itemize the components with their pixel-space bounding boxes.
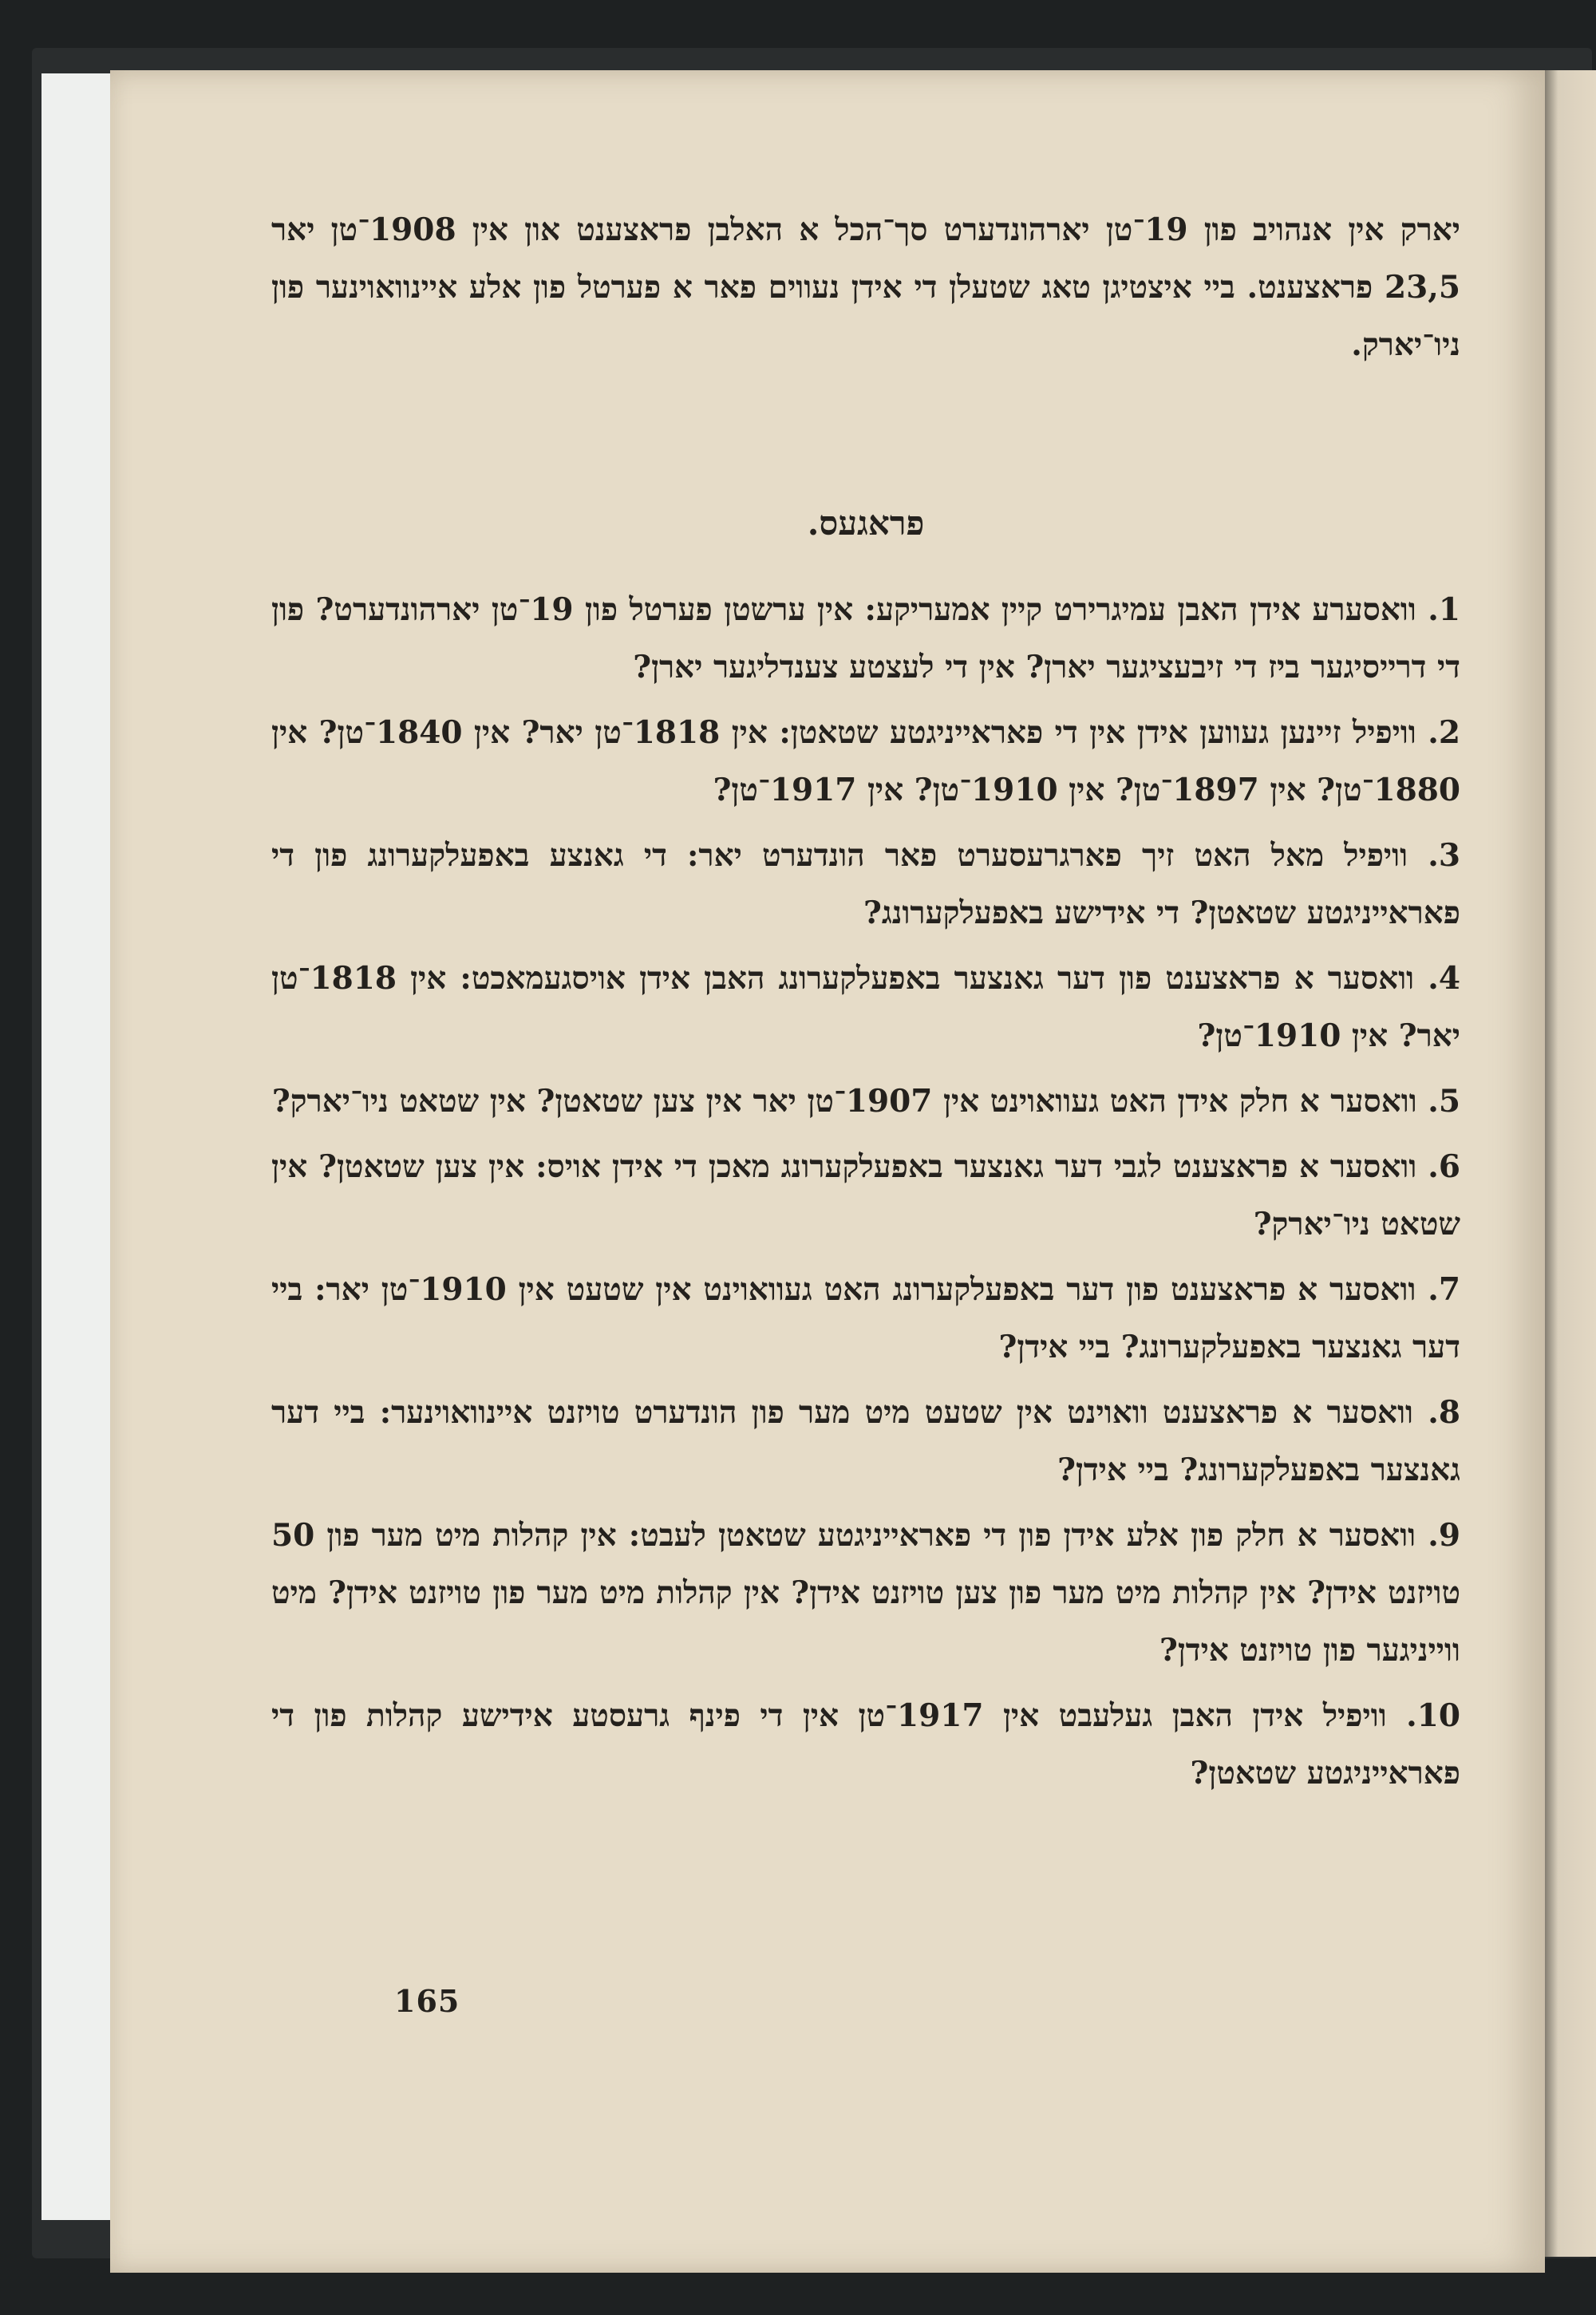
endpaper-edge [41,73,121,2220]
question-number: 4. [1428,960,1460,997]
question-text: וויפיל מאל האט זיך פארגרעסערט פאר הונדערט יאר: די גאנצע באפעלקערונג פון די פאראייניגטע שטאטן? די אידישע באפעלקערונג? [271,837,1460,931]
question-number: 3. [1428,837,1460,874]
question-text: וואסער א חלק פון אלע אידן פון די פאראייניגטע שטאטן לעבט: אין קהלות מיט מער פון 50 טויזנט אידן? אין קהלות מיט מער פון צען טויזנט אידן? אין קהלות מיט מער פון טויזנט אידן? מיט ווייניגער פון טויזנט אידן? [271,1517,1460,1669]
question-item [271,1261,1460,1376]
question-number: 1. [1428,591,1460,628]
question-item [271,1138,1460,1253]
question-item [271,1507,1460,1679]
question-text: וואסער א פראצענט פון דער גאנצער באפעלקערונג האבן אידן אויסגעמאכט: אין 1818־טן יאר? אין 1910־טן? [271,960,1460,1054]
question-item [271,704,1460,819]
question-text: וואסער א פראצענט לגבי דער גאנצער באפעלקערונג מאכן די אידן אויס: אין צען שטאטן? אין שטאט ניו־יארק? [271,1148,1460,1242]
question-number: 10. [1406,1697,1461,1734]
question-text: וויפיל זיינען געווען אידן אין די פאראייניגטע שטאטן: אין 1818־טן יאר? אין 1840־טן? אין 1880־טן? אין 1897־טן? אין 1910־טן? אין 1917־טן? [271,714,1460,808]
question-item [271,1384,1460,1499]
question-item [271,581,1460,696]
question-number: 9. [1428,1517,1460,1554]
question-text: וואסער א פראצענט וואוינט אין שטעט מיט מער פון הונדערט טויזנט איינוואוינער: ביי דער גאנצער באפעלקערונג? ביי אידן? [271,1394,1460,1488]
question-item [271,950,1460,1065]
question-number: 8. [1428,1394,1461,1431]
question-number: 7. [1428,1271,1461,1308]
question-text: וואסער א פראצענט פון דער באפעלקערונג האט געוואוינט אין שטעט אין 1910־טן יאר: ביי דער גאנצער באפעלקערונג? ביי אידן? [271,1271,1460,1365]
intro-paragraph: יארק אין אנהויב פון 19־טן יארהונדערט סך־הכל א האלבן פראצענט און אין 1908־טן יאר 23,5 פראצענט. ביי איצטיגן טאג שטעלן די אידן נעווים פאר א פערטל פון אלע איינוואוינער פון ניו־יארק. [271,211,1461,363]
page-number: 165 [394,1983,460,2019]
question-text: וואסער א חלק אידן האט געוואוינט אין 1907־טן יאר אין צען שטאטן? אין שטאט ניו־יארק? [271,1083,1417,1120]
section-title: פראגעס. [807,504,925,543]
question-text: וויפיל אידן האבן געלעבט אין 1917־טן אין די פינף גרעסטע אידישע קהלות פון די פאראייניגטע שטאטן? [271,1697,1460,1792]
question-item [271,1073,1460,1130]
question-number: 6. [1428,1148,1461,1185]
page-text-block [271,201,1460,1810]
next-page-edge [1542,70,1596,2257]
question-item [271,1687,1460,1802]
question-number: 5. [1428,1083,1460,1120]
question-item [271,827,1460,942]
question-number: 2. [1428,714,1461,751]
question-text: וואסערע אידן האבן עמיגרירט קיין אמעריקע: אין ערשטן פערטל פון 19־טן יארהונדערט? פון די דרייסיגער ביז די זיבעציגער יארן? אין די לעצטע צענדליגער יארן? [271,591,1460,685]
